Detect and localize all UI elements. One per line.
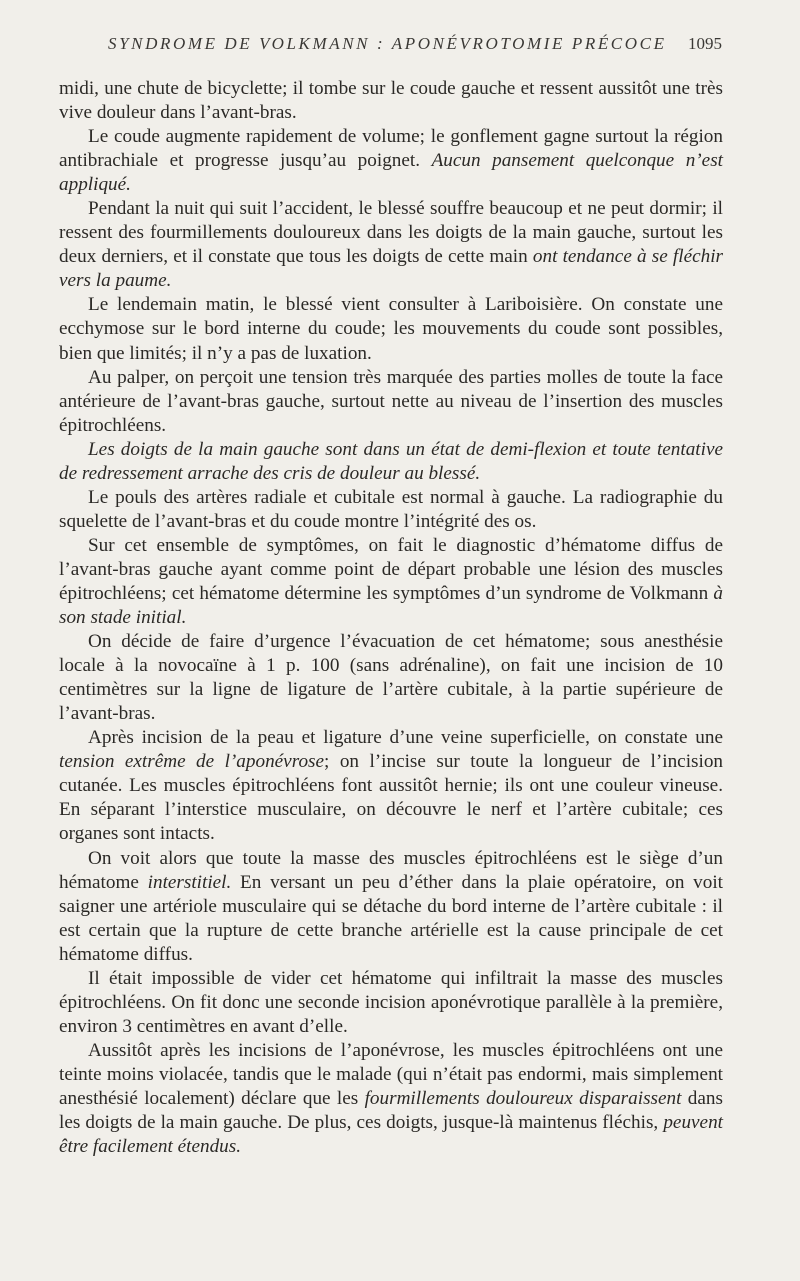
text-run: Le pouls des artères radiale et cubitale est normal à gauche. La radiographie du squelette de l’avant-bras et du coude montre l’intégrité des os. xyxy=(59,486,723,532)
text-run: Aussitôt après les incisions de l’aponévrose, les muscles épitrochléens ont une teinte moins violacée, tandis que le malade (qui n’était pas endormi, mais simplement anesthésié localement) déclare que les xyxy=(59,1039,723,1109)
paragraph-11 xyxy=(59,847,723,967)
italic-run: peuvent être facilement étendus. xyxy=(59,1112,723,1158)
paragraph-12 xyxy=(59,967,723,1039)
page-header xyxy=(0,34,800,62)
paragraph-4 xyxy=(59,293,723,365)
paragraph-3 xyxy=(59,197,723,293)
italic-run: à son stade initial. xyxy=(59,582,723,629)
text-run: dans les doigts de la main gauche. De plus, ces doigts, jusque-là maintenus fléchis, xyxy=(59,1087,723,1134)
paragraph-10 xyxy=(59,726,723,846)
text-run: Le lendemain matin, le blessé vient consulter à Lariboisière. On constate une ecchymose sur le bord interne du coude; les mouvements du coude sont possibles, bien que limités; il n’y a pas de luxation. xyxy=(59,294,723,364)
text-run: ; on l’incise sur toute la longueur de l’incision cutanée. Les muscles épitrochléens font aussitôt hernie; ils ont une couleur vineuse. En séparant l’interstice musculaire, on découvre le nerf et l’artère cubitale; ces organes sont intacts. xyxy=(59,751,724,845)
text-run: midi, une chute de bicyclette; il tombe sur le coude gauche et ressent aussitôt une très vive douleur dans l’avant-bras. xyxy=(59,78,723,124)
text-run: Le coude augmente rapidement de volume; le gonflement gagne surtout la région antibrachiale et progresse jusqu’au poignet. xyxy=(59,126,723,172)
italic-run: tension extrême de l’aponévrose xyxy=(59,751,325,773)
paragraph-5 xyxy=(59,366,723,438)
paragraph-7 xyxy=(59,486,723,534)
running-head: SYNDROME DE VOLKMANN : APONÉVROTOMIE PRÉCOCE xyxy=(108,34,667,53)
paragraph-6 xyxy=(59,438,723,486)
paragraph-2 xyxy=(59,125,723,197)
article-body xyxy=(59,77,723,1159)
text-run: Au palper, on perçoit une tension très marquée des parties molles de toute la face antérieure de l’avant-bras gauche, surtout nette au niveau de l’insertion des muscles épitrochléens. xyxy=(59,366,723,436)
paragraph-1 xyxy=(59,77,723,125)
italic-run: Aucun pansement quelconque n’est appliqué. xyxy=(59,150,723,196)
italic-run: ont tendance à se fléchir vers la paume. xyxy=(59,246,723,292)
paragraph-13 xyxy=(59,1039,723,1159)
text-run: On voit alors que toute la masse des muscles épitrochléens est le siège d’un hématome xyxy=(59,847,723,893)
text-run: Après incision de la peau et ligature d’une veine superficielle, on constate une xyxy=(88,727,723,749)
paragraph-8 xyxy=(59,534,723,630)
page-number: 1095 xyxy=(688,34,722,53)
italic-run: interstitiel. xyxy=(147,871,232,893)
paragraph-9 xyxy=(59,630,723,726)
italic-run: Les doigts de la main gauche sont dans un état de demi-flexion et toute tentative de redressement arrache des cris de douleur au blessé. xyxy=(59,438,723,484)
italic-run: fourmillements douloureux disparaissent xyxy=(364,1087,682,1109)
text-run: On décide de faire d’urgence l’évacuation de cet hématome; sous anesthésie locale à la novocaïne à 1 p. 100 (sans adrénaline), on fait une incision de 10 centimètres sur la ligne de ligature de l’artère cubitale, à la partie supérieure de l’avant-bras. xyxy=(59,631,723,725)
text-run: En versant un peu d’éther dans la plaie opératoire, on voit saigner une artériole musculaire qui se détache du bord interne de l’artère cubitale : il est certain que la rupture de cette branche artérielle est la cause principale de cet hématome diffus. xyxy=(59,871,724,965)
text-run: Il était impossible de vider cet hématome qui infiltrait la masse des muscles épitrochléens. On fit donc une seconde incision aponévrotique parallèle à la première, environ 3 centimètres en avant d’elle. xyxy=(59,967,723,1037)
text-run: Sur cet ensemble de symptômes, on fait le diagnostic d’hématome diffus de l’avant-bras gauche ayant comme point de départ probable une lésion des muscles épitrochléens; cet hématome détermine les symptômes d’un syndrome de Volkmann xyxy=(59,534,723,604)
text-run: Pendant la nuit qui suit l’accident, le blessé souffre beaucoup et ne peut dormir; il ressent des fourmillements douloureux dans les doigts de la main gauche, surtout les deux derniers, et il constate que tous les doigts de cette main xyxy=(59,198,723,268)
